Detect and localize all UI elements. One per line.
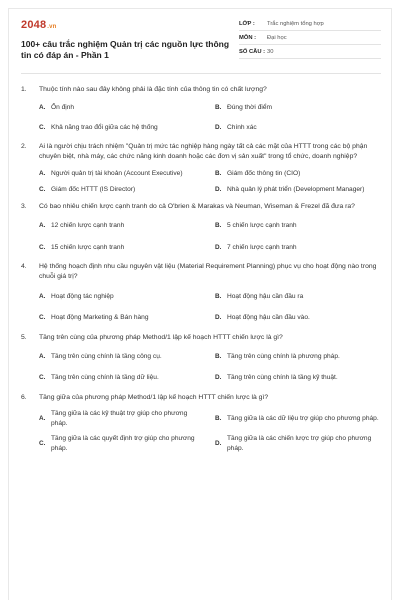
meta-key: MÔN : <box>239 34 257 41</box>
meta-value: Đại học <box>267 34 287 41</box>
option-a[interactable] <box>39 103 205 113</box>
option-letter: D. <box>215 374 222 382</box>
option-letter: B. <box>215 103 222 111</box>
question-stem <box>21 142 381 162</box>
option-list <box>39 409 381 453</box>
question-stem <box>21 262 381 282</box>
option-a[interactable] <box>39 169 205 179</box>
option-letter: D. <box>215 124 222 132</box>
option-list <box>39 169 381 194</box>
option-text: Chính xác <box>227 124 257 132</box>
question-text: Thuộc tính nào sau đây không phải là đặc tính của thông tin có chất lượng? <box>39 86 267 93</box>
option-b[interactable] <box>215 409 381 428</box>
option-letter: C. <box>39 374 46 382</box>
header-divider <box>21 73 381 74</box>
meta-value: Trắc nghiệm tổng hợp <box>267 20 324 27</box>
option-a[interactable] <box>39 292 205 302</box>
option-b[interactable] <box>215 103 381 113</box>
option-letter: A. <box>39 415 46 423</box>
option-d[interactable] <box>215 243 381 253</box>
meta-row-class <box>239 17 381 31</box>
option-letter: A. <box>39 170 46 178</box>
option-letter: C. <box>39 124 46 132</box>
option-text: Đúng thời điểm <box>227 103 273 111</box>
option-letter: D. <box>215 243 222 251</box>
option-letter: B. <box>215 222 222 230</box>
question-number: 2. <box>21 142 27 150</box>
option-text: Tầng giữa là các chiến lược trợ giúp cho phương pháp. <box>227 435 372 452</box>
option-d[interactable] <box>215 123 381 133</box>
question-list <box>21 85 381 453</box>
question-stem <box>21 85 381 95</box>
option-letter: D. <box>215 314 222 322</box>
option-c[interactable] <box>39 313 205 323</box>
question-1 <box>21 85 381 133</box>
question-number: 6. <box>21 393 27 401</box>
option-text: Tầng giữa là các kỹ thuật trợ giúp cho phương pháp. <box>51 410 188 427</box>
option-text: Giám đốc thông tin (CIO) <box>227 170 301 178</box>
option-c[interactable] <box>39 243 205 253</box>
option-letter: C. <box>39 440 46 448</box>
option-text: Tầng giữa là các dữ liệu trợ giúp cho phương pháp. <box>227 415 379 423</box>
option-b[interactable] <box>215 169 381 179</box>
option-b[interactable] <box>215 221 381 231</box>
option-c[interactable] <box>39 373 205 383</box>
option-a[interactable] <box>39 221 205 231</box>
question-number: 4. <box>21 263 27 271</box>
option-text: Giám đốc HTTT (IS Director) <box>51 185 136 193</box>
option-d[interactable] <box>215 373 381 383</box>
option-c[interactable] <box>39 185 205 195</box>
meta-row-subject <box>239 31 381 45</box>
question-number: 1. <box>21 86 27 93</box>
question-5 <box>21 333 381 383</box>
option-letter: B. <box>215 415 222 423</box>
question-text: Có bao nhiêu chiến lược cạnh tranh do cả O'brien & Marakas và Neuman, Wiseman & Frezel đã đưa ra? <box>39 203 355 211</box>
option-letter: D. <box>215 185 222 193</box>
option-text: 5 chiến lược cạnh tranh <box>227 222 297 230</box>
option-d[interactable] <box>215 434 381 453</box>
option-list <box>39 221 381 252</box>
option-a[interactable] <box>39 352 205 362</box>
option-letter: B. <box>215 292 222 300</box>
option-text: Nhà quản lý phát triển (Development Manager) <box>227 185 365 193</box>
question-text: Ai là người chịu trách nhiệm "Quản trị mức tác nghiệp hàng ngày tất cả các mặt của HTTT trong các bộ phận chuyên biệt, nhà máy, các chức năng kinh doanh hoặc các đơn vị sản xuất" trong tổ chức, doanh nghiệp? <box>39 142 368 160</box>
option-text: Khả năng trao đổi giữa các hệ thống <box>51 124 158 132</box>
option-letter: B. <box>215 352 222 360</box>
question-number: 5. <box>21 333 27 341</box>
question-number: 3. <box>21 203 27 211</box>
logo-suffix: .vn <box>47 24 57 30</box>
option-d[interactable] <box>215 313 381 323</box>
option-text: Hoạt động tác nghiệp <box>51 292 114 300</box>
question-text: Hệ thống hoạch định nhu cầu nguyên vật liệu (Material Requirement Planning) phục vụ cho hoạt động nào trong chuỗi giá trị? <box>39 263 377 280</box>
exam-meta-table <box>239 17 381 59</box>
option-letter: C. <box>39 243 46 251</box>
question-text: Tầng giữa của phương pháp Method/1 lập kế hoạch HTTT chiến lược là gì? <box>39 393 269 401</box>
question-stem <box>21 333 381 343</box>
option-letter: D. <box>215 440 222 448</box>
exam-sheet <box>8 8 392 600</box>
option-letter: A. <box>39 222 46 230</box>
question-4 <box>21 262 381 323</box>
exam-header <box>21 17 381 77</box>
option-list <box>39 292 381 323</box>
option-list <box>39 352 381 383</box>
question-stem <box>21 202 381 212</box>
option-text: Người quản trị tài khoản (Account Executive) <box>51 170 183 178</box>
option-text: Tầng trên cùng chính là tầng công cụ. <box>51 352 162 360</box>
option-list <box>39 103 381 133</box>
option-a[interactable] <box>39 409 205 428</box>
question-stem <box>21 393 381 403</box>
logo-number: 2048 <box>21 19 47 31</box>
question-2 <box>21 142 381 195</box>
option-text: Hoạt động Marketing & Bán hàng <box>51 314 149 322</box>
option-b[interactable] <box>215 352 381 362</box>
option-text: 15 chiến lược cạnh tranh <box>51 243 125 251</box>
option-letter: C. <box>39 314 46 322</box>
option-d[interactable] <box>215 185 381 195</box>
meta-key: SỐ CÂU : <box>239 48 266 55</box>
option-c[interactable] <box>39 434 205 453</box>
option-letter: B. <box>215 170 222 178</box>
option-text: 7 chiến lược cạnh tranh <box>227 243 297 251</box>
option-letter: A. <box>39 352 46 360</box>
meta-key: LỚP : <box>239 20 255 27</box>
option-c[interactable] <box>39 123 205 133</box>
option-text: Tầng trên cùng chính là phương pháp. <box>227 352 340 360</box>
site-logo[interactable] <box>21 19 57 31</box>
option-letter: A. <box>39 292 46 300</box>
option-text: Ổn định <box>51 103 75 111</box>
meta-row-count <box>239 45 381 59</box>
option-b[interactable] <box>215 292 381 302</box>
option-text: Tầng trên cùng chính là tầng dữ liệu. <box>51 374 159 382</box>
option-letter: C. <box>39 185 46 193</box>
option-text: Hoạt động hậu cần đầu ra <box>227 292 304 300</box>
meta-value: 30 <box>267 48 274 55</box>
question-text: Tầng trên cùng của phương pháp Method/1 lập kế hoạch HTTT chiến lược là gì? <box>39 333 283 341</box>
option-text: 12 chiến lược cạnh tranh <box>51 222 125 230</box>
question-3 <box>21 202 381 252</box>
option-text: Tầng trên cùng chính là tầng kỹ thuật. <box>227 374 338 382</box>
option-text: Hoạt động hậu cần đầu vào. <box>227 314 310 322</box>
option-text: Tầng giữa là các quyết định trợ giúp cho phương pháp. <box>51 435 195 452</box>
option-letter: A. <box>39 103 46 111</box>
page-title: 100+ câu trắc nghiệm Quản trị các nguồn lực thông tin có đáp án - Phần 1 <box>21 39 230 60</box>
question-6 <box>21 393 381 454</box>
